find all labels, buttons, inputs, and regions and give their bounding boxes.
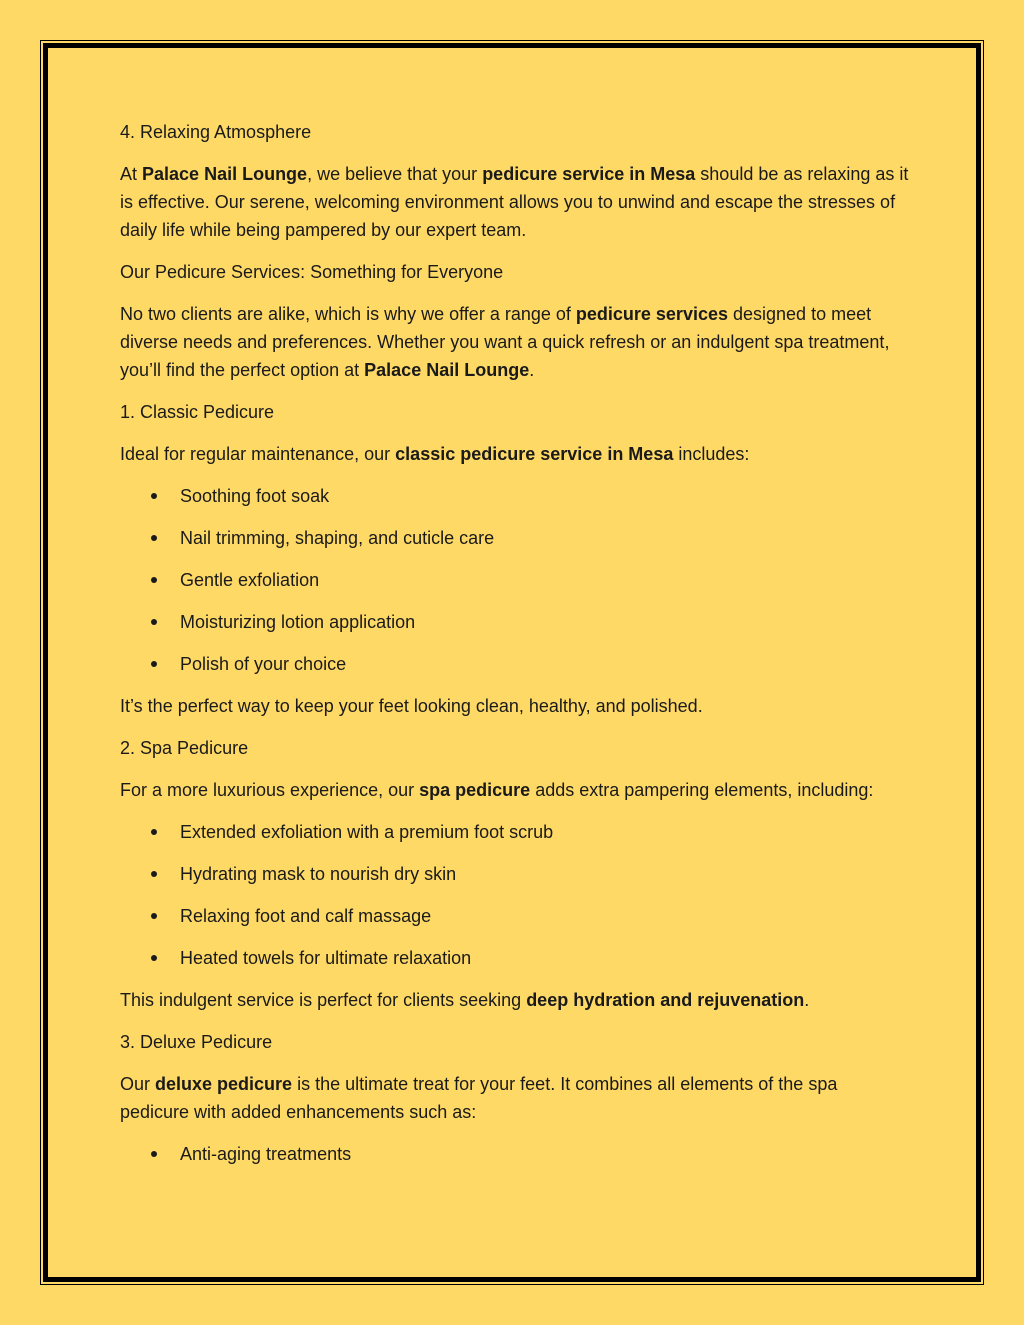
bold-text: spa pedicure — [419, 780, 531, 800]
section-heading-relaxing-atmosphere: 4. Relaxing Atmosphere — [120, 122, 312, 142]
list-item — [120, 524, 910, 552]
section-heading-deluxe-pedicure: 3. Deluxe Pedicure — [120, 1032, 273, 1052]
bold-text: Palace Nail Lounge — [142, 164, 308, 184]
bullet-icon — [151, 535, 157, 541]
paragraph-spa-closing — [120, 986, 910, 1014]
text-run: includes: — [673, 444, 750, 464]
bullet-icon — [151, 493, 157, 499]
text-run: adds extra pampering elements, including: — [530, 780, 874, 800]
text-run: Our — [120, 1074, 156, 1094]
list-item-text: Nail trimming, shaping, and cuticle care — [180, 528, 495, 548]
paragraph-pedicure-services — [120, 300, 910, 384]
list-item — [120, 566, 910, 594]
bullet-icon — [151, 913, 157, 919]
bullet-icon — [151, 829, 157, 835]
paragraph-spa-intro — [120, 776, 910, 804]
list-item-text: Anti-aging treatments — [180, 1144, 352, 1164]
bold-text: deep hydration and rejuvenation — [526, 990, 805, 1010]
text-run: Ideal for regular maintenance, our — [120, 444, 396, 464]
text-run: At — [120, 164, 143, 184]
list-item-text: Polish of your choice — [180, 654, 347, 674]
deluxe-pedicure-list — [120, 1140, 910, 1168]
list-item — [120, 818, 910, 846]
section-heading-spa-pedicure: 2. Spa Pedicure — [120, 738, 249, 758]
list-item — [120, 1140, 910, 1168]
list-item — [120, 944, 910, 972]
text-run: should be as relaxing as it is effective. Our serene, welcoming environment allows you to unwind and escape the stresses of daily life while being pampered by our expert team. — [120, 164, 909, 240]
bold-text: Palace Nail Lounge — [364, 360, 530, 380]
text-run: , we believe that your — [307, 164, 483, 184]
paragraph-classic-intro — [120, 440, 910, 468]
classic-pedicure-list — [120, 482, 910, 678]
bold-text: deluxe pedicure — [155, 1074, 293, 1094]
list-item-text: Gentle exfoliation — [180, 570, 320, 590]
text-run: . — [804, 990, 810, 1010]
bullet-icon — [151, 955, 157, 961]
document-body — [120, 118, 910, 1182]
list-item — [120, 482, 910, 510]
list-item-text: Soothing foot soak — [180, 486, 330, 506]
bullet-icon — [151, 871, 157, 877]
section-heading-pedicure-services: Our Pedicure Services: Something for Everyone — [120, 262, 504, 282]
list-item — [120, 608, 910, 636]
list-item-text: Extended exfoliation with a premium foot scrub — [180, 822, 554, 842]
bold-text: classic pedicure service in Mesa — [395, 444, 674, 464]
bullet-icon — [151, 661, 157, 667]
bold-text: pedicure services — [575, 304, 728, 324]
list-item — [120, 650, 910, 678]
section-heading-classic-pedicure: 1. Classic Pedicure — [120, 402, 275, 422]
list-item-text: Moisturizing lotion application — [180, 612, 416, 632]
bold-text: pedicure service in Mesa — [482, 164, 696, 184]
bullet-icon — [151, 1151, 157, 1157]
text-run: No two clients are alike, which is why we offer a range of — [120, 304, 576, 324]
text-run: is the ultimate treat for your feet. It combines all elements of the spa pedicure with added enhancements such as: — [120, 1074, 838, 1122]
spa-pedicure-list — [120, 818, 910, 972]
bullet-icon — [151, 619, 157, 625]
list-item-text: Heated towels for ultimate relaxation — [180, 948, 472, 968]
list-item-text: Hydrating mask to nourish dry skin — [180, 864, 457, 884]
bullet-icon — [151, 577, 157, 583]
paragraph-classic-closing: It’s the perfect way to keep your feet looking clean, healthy, and polished. — [120, 696, 703, 716]
text-run: designed to meet diverse needs and preferences. Whether you want a quick refresh or an indulgent spa treatment, you’ll find the perfect option at — [120, 304, 890, 380]
list-item-text: Relaxing foot and calf massage — [180, 906, 432, 926]
text-run: . — [529, 360, 535, 380]
list-item — [120, 902, 910, 930]
text-run: For a more luxurious experience, our — [120, 780, 420, 800]
paragraph-deluxe-intro — [120, 1070, 910, 1126]
paragraph-relaxing-atmosphere — [120, 160, 910, 244]
text-run: This indulgent service is perfect for clients seeking — [120, 990, 527, 1010]
list-item — [120, 860, 910, 888]
